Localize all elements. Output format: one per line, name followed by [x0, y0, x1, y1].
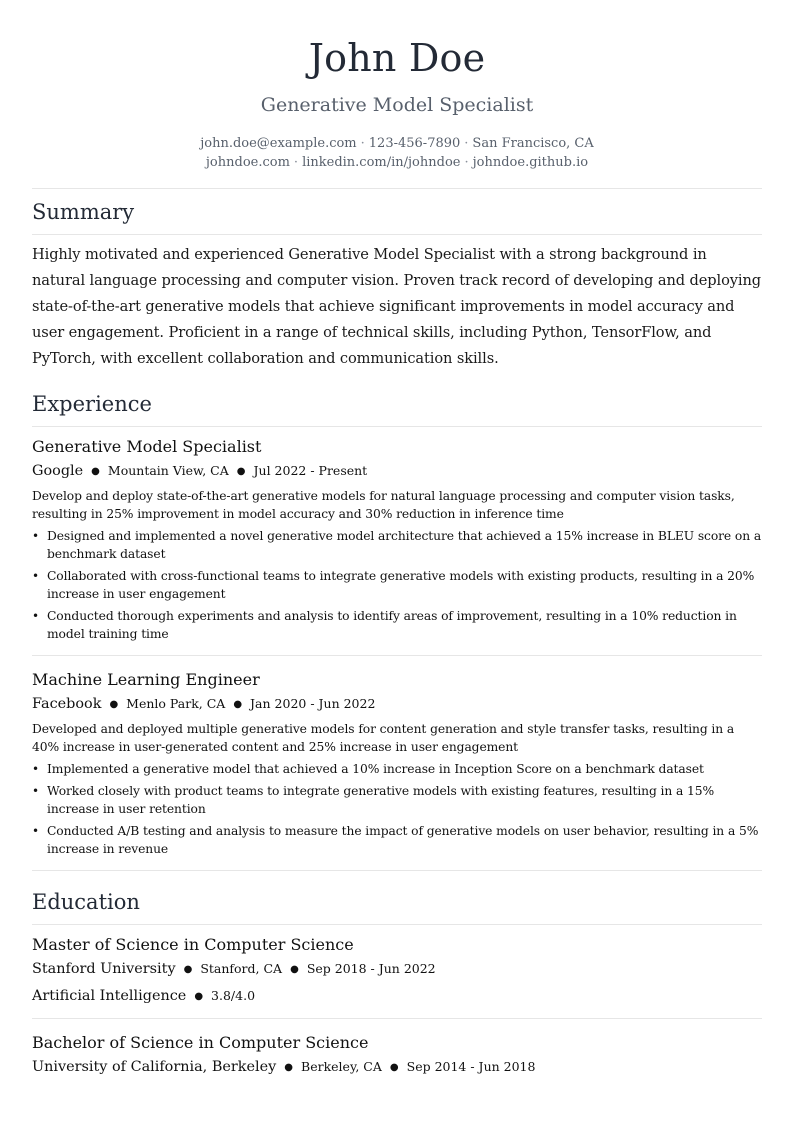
job-dates: Jan 2020 - Jun 2022 — [250, 696, 376, 711]
bullet-icon: • — [32, 762, 39, 776]
summary-text: Highly motivated and experienced Generative Model Specialist with a strong background in natural language processing and computer vision. Proven track record of developing and deploying state-of-the-art generative models that achieve significant improvements in model accuracy and user engagement. Proficient in a range of technical skills, including Python, TensorFlow, and PyTorch, with excellent collaboration and communication skills. — [32, 246, 762, 367]
location: San Francisco, CA — [472, 136, 594, 151]
phone-number[interactable]: 123-456-7890 — [368, 136, 461, 151]
education-meta: University of California, Berkeley ● Berkeley, CA ● Sep 2014 - Jun 2018 — [32, 1059, 536, 1075]
github-link[interactable]: johndoe.github.io — [472, 155, 589, 170]
divider — [32, 234, 762, 235]
company-name: Google — [32, 463, 84, 479]
job-location: Menlo Park, CA — [126, 696, 226, 711]
job-achievements — [32, 527, 762, 643]
education-dates: Sep 2018 - Jun 2022 — [306, 961, 436, 976]
divider — [32, 924, 762, 925]
education-entry — [32, 935, 762, 1006]
school-location: Stanford, CA — [200, 961, 283, 976]
job-entry — [32, 670, 762, 862]
company-name: Facebook — [32, 696, 102, 712]
field-of-study: Artificial Intelligence — [32, 988, 187, 1004]
job-title: Machine Learning Engineer — [32, 670, 260, 689]
contact-line-1: john.doe@example.com · 123-456-7890 · San Francisco, CA — [200, 136, 594, 151]
school-name: University of California, Berkeley — [32, 1059, 277, 1075]
divider — [32, 188, 762, 189]
contact-line-2: johndoe.com · linkedin.com/in/johndoe · johndoe.github.io — [205, 155, 589, 170]
degree-title: Master of Science in Computer Science — [32, 935, 354, 954]
website-link[interactable]: johndoe.com — [205, 155, 290, 170]
bullet-icon: • — [32, 784, 39, 798]
job-description: Developed and deployed multiple generative models for content generation and style transfer tasks, resulting in a 40% increase in user-generated content and 25% increase in user engagement — [32, 722, 735, 754]
divider — [32, 1018, 762, 1019]
degree-title: Bachelor of Science in Computer Science — [32, 1033, 369, 1052]
divider — [32, 426, 762, 427]
job-entry — [32, 437, 762, 647]
divider — [32, 870, 762, 871]
job-meta: Facebook ● Menlo Park, CA ● Jan 2020 - Jun 2022 — [32, 696, 376, 712]
job-achievements — [32, 760, 762, 858]
candidate-title: Generative Model Specialist — [260, 94, 534, 116]
bullet-icon: • — [32, 609, 39, 623]
linkedin-link[interactable]: linkedin.com/in/johndoe — [302, 155, 461, 170]
job-title: Generative Model Specialist — [32, 437, 262, 456]
divider — [32, 655, 762, 656]
list-item: • Implemented a generative model that achieved a 10% increase in Inception Score on a benchmark dataset — [32, 762, 704, 776]
job-description: Develop and deploy state-of-the-art generative models for natural language processing and computer vision tasks, resulting in 25% improvement in model accuracy and 30% reduction in inference time — [32, 489, 735, 521]
school-name: Stanford University — [32, 961, 176, 977]
summary-heading: Summary — [32, 200, 135, 224]
list-item: • Conducted thorough experiments and analysis to identify areas of improvement, resulting in a 10% reduction in model training time — [32, 609, 737, 641]
job-dates: Jul 2022 - Present — [253, 463, 368, 478]
job-location: Mountain View, CA — [107, 463, 229, 478]
bullet-icon: • — [32, 529, 39, 543]
list-item: • Collaborated with cross-functional teams to integrate generative models with existing products, resulting in a 20% increase in user engagement — [32, 569, 755, 601]
experience-heading: Experience — [32, 392, 152, 416]
list-item: • Designed and implemented a novel generative model architecture that achieved a 15% increase in BLEU score on a benchmark dataset — [32, 529, 762, 561]
school-location: Berkeley, CA — [301, 1059, 382, 1074]
gpa: 3.8/4.0 — [211, 988, 256, 1003]
bullet-icon: • — [32, 569, 39, 583]
education-entry — [32, 1033, 762, 1077]
education-dates: Sep 2014 - Jun 2018 — [406, 1059, 536, 1074]
job-meta: Google ● Mountain View, CA ● Jul 2022 - Present — [32, 463, 368, 479]
email-link[interactable]: john.doe@example.com — [200, 136, 357, 151]
education-meta: Stanford University ● Stanford, CA ● Sep 2018 - Jun 2022 — [32, 961, 436, 977]
bullet-icon: • — [32, 824, 39, 838]
candidate-name: John Doe — [308, 36, 486, 80]
list-item: • Conducted A/B testing and analysis to measure the impact of generative models on user behavior, resulting in a 5% increase in revenue — [32, 824, 759, 856]
education-details: Artificial Intelligence ● 3.8/4.0 — [32, 988, 256, 1004]
education-heading: Education — [32, 890, 140, 914]
list-item: • Worked closely with product teams to integrate generative models with existing features, resulting in a 15% increase in user retention — [32, 784, 715, 816]
